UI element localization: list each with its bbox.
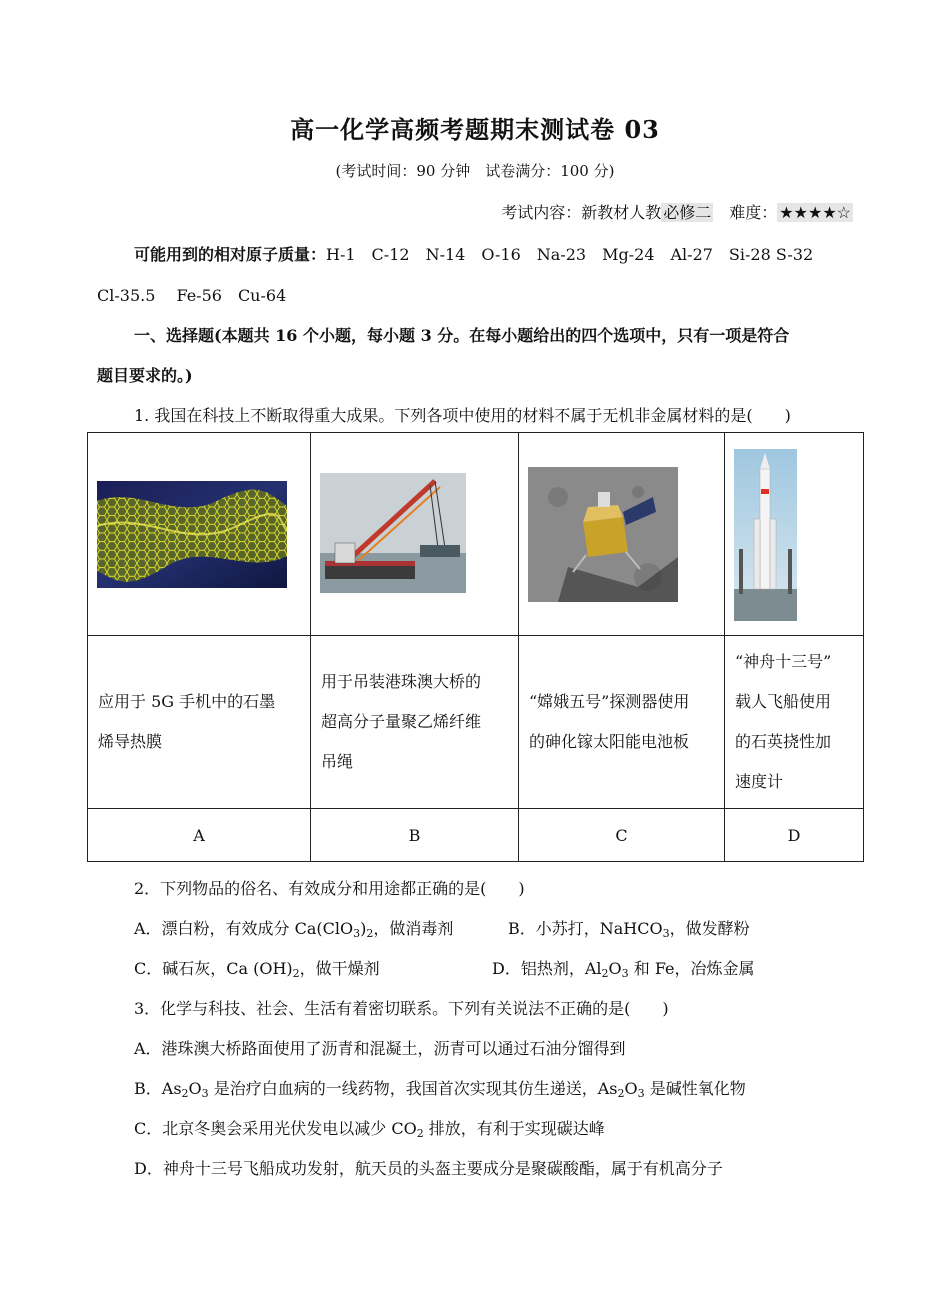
content-value: 必修二 [663,203,712,222]
section-title: 一、选择题 [134,326,215,345]
crane-ship-image [320,473,466,593]
question-2-option-d: D．铝热剂，$Al_2O_3$ 和 Fe，冶炼金属 [492,959,755,980]
image-row [88,433,864,636]
option-a-letter: A [88,809,311,862]
rocket-image [734,449,797,621]
section-desc: (本题共 16 个小题，每小题 3 分。在每小题给出的四个选项中，只有一项是符合 [214,326,790,345]
atomic-mass-label: 可能用到的相对原子质量： [134,245,327,264]
question-1-stem: 1. 我国在科技上不断取得重大成果。下列各项中使用的材料不属于无机非金属材料的是( ) [134,406,791,425]
question-1-table [87,432,864,862]
question-2-option-b: B．小苏打，NaHCO$_3$，做发酵粉 [508,919,750,940]
option-c-image-cell [519,433,725,636]
option-b-letter: B [311,809,519,862]
exam-meta [501,200,853,223]
option-c-description: “嫦娥五号”探测器使用 的砷化镓太阳能电池板 [519,636,725,809]
lunar-lander-image [528,467,678,602]
question-3-option-d: D．神舟十三号飞船成功发射，航天员的头盔主要成分是聚碳酸酯，属于有机高分子 [134,1159,723,1178]
option-d-image-cell [725,433,864,636]
option-c-letter: C [519,809,725,862]
difficulty-label: 难度： [729,203,778,222]
atomic-mass-line2: Cl-35.5 Fe-56 Cu-64 [97,286,287,305]
page-title: 高一化学高频考题期末测试卷 03 [290,115,660,144]
question-3-option-c: C．北京冬奥会采用光伏发电以减少 $CO_2$ 排放，有利于实现碳达峰 [134,1119,605,1140]
question-3-option-a: A．港珠澳大桥路面使用了沥青和混凝土，沥青可以通过石油分馏得到 [134,1039,626,1058]
content-label: 考试内容：新教材人教 [501,203,662,222]
graphene-image [97,481,287,588]
section-heading [134,323,789,346]
question-2-stem: 2．下列物品的俗名、有效成分和用途都正确的是( ) [134,879,525,898]
exam-info: (考试时间：90 分钟 试卷满分：100 分) [335,162,615,180]
difficulty-stars: ★★★★☆ [779,203,851,222]
question-2-option-c: C．碱石灰，Ca $(OH)_2$，做干燥剂 [134,959,380,980]
option-d-letter: D [725,809,864,862]
question-3-option-b: B．$As_2O_3$ 是治疗白血病的一线药物，我国首次实现其仿生递送，$As_2O_3$ 是碱性氧化物 [134,1079,746,1100]
option-b-image-cell [311,433,519,636]
option-d-description: “神舟十三号” 载人飞船使用 的石英挠性加 速度计 [725,636,864,809]
question-2-option-a: A．漂白粉，有效成分 $Ca(ClO_3)_2$，做消毒剂 [134,919,454,940]
option-a-description: 应用于 5G 手机中的石墨 烯导热膜 [88,636,311,809]
letter-row [88,809,864,862]
option-a-image-cell [88,433,311,636]
option-b-description: 用于吊装港珠澳大桥的 超高分子量聚乙烯纤维 吊绳 [311,636,519,809]
section-desc-line2: 题目要求的。) [97,366,193,385]
question-3-stem: 3．化学与科技、社会、生活有着密切联系。下列有关说法不正确的是( ) [134,999,669,1018]
atomic-mass-line1 [134,242,813,265]
atomic-mass-values: H-1 C-12 N-14 O-16 Na-23 Mg-24 Al-27 Si-28 S-32 [326,245,814,264]
description-row [88,636,864,809]
